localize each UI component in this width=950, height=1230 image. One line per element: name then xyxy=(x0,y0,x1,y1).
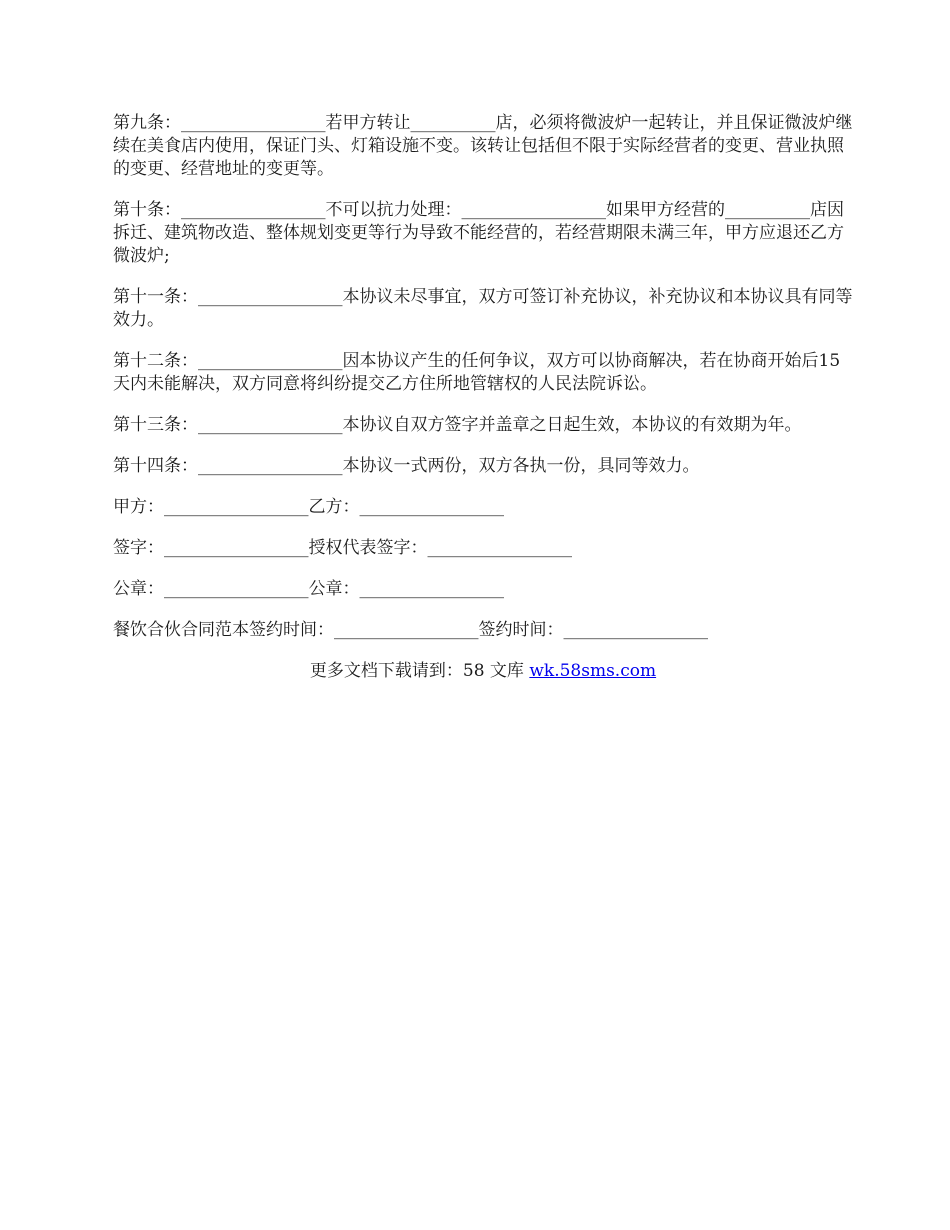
signature-sign-line: 签字：_________________授权代表签字：_________________ xyxy=(113,538,572,558)
clause-11: 第十一条：_________________本协议未尽事宜，双方可签订补充协议，补充协议和本协议具有同等效力。 xyxy=(113,287,853,330)
clause-10: 第十条：_________________不可以抗力处理：_________________如果甲方经营的__________店因拆迁、建筑物改造、整体规划变更等行为导致不能经营的，若经营期限未满三年，甲方应退还乙方微波炉; xyxy=(113,200,844,266)
clause-14: 第十四条：_________________本协议一式两份，双方各执一份，具同等效力。 xyxy=(113,456,700,476)
document-page xyxy=(113,112,853,701)
clause-12: 第十二条：_________________因本协议产生的任何争议，双方可以协商解决，若在协商开始后15天内未能解决，双方同意将纠纷提交乙方住所地管辖权的人民法院诉讼。 xyxy=(113,351,841,394)
signature-seal-line: 公章：_________________公章：_________________ xyxy=(113,579,504,599)
signature-party-line: 甲方：_________________乙方：_________________ xyxy=(113,497,504,517)
clause-9: 第九条：_________________若甲方转让__________店，必须将微波炉一起转让，并且保证微波炉继续在美食店内使用，保证门头、灯箱设施不变。该转让包括但不限于实际经营者的变更、营业执照的变更、经营地址的变更等。 xyxy=(113,113,853,179)
clause-13: 第十三条：_________________本协议自双方签字并盖章之日起生效，本协议的有效期为年。 xyxy=(113,415,802,435)
download-footer xyxy=(113,660,853,683)
footer-link[interactable]: wk.58sms.com xyxy=(529,661,657,681)
signature-date-line: 餐饮合伙合同范本签约时间：_________________签约时间：_________________ xyxy=(113,620,708,640)
footer-prefix: 更多文档下载请到：58 文库 xyxy=(309,661,530,681)
